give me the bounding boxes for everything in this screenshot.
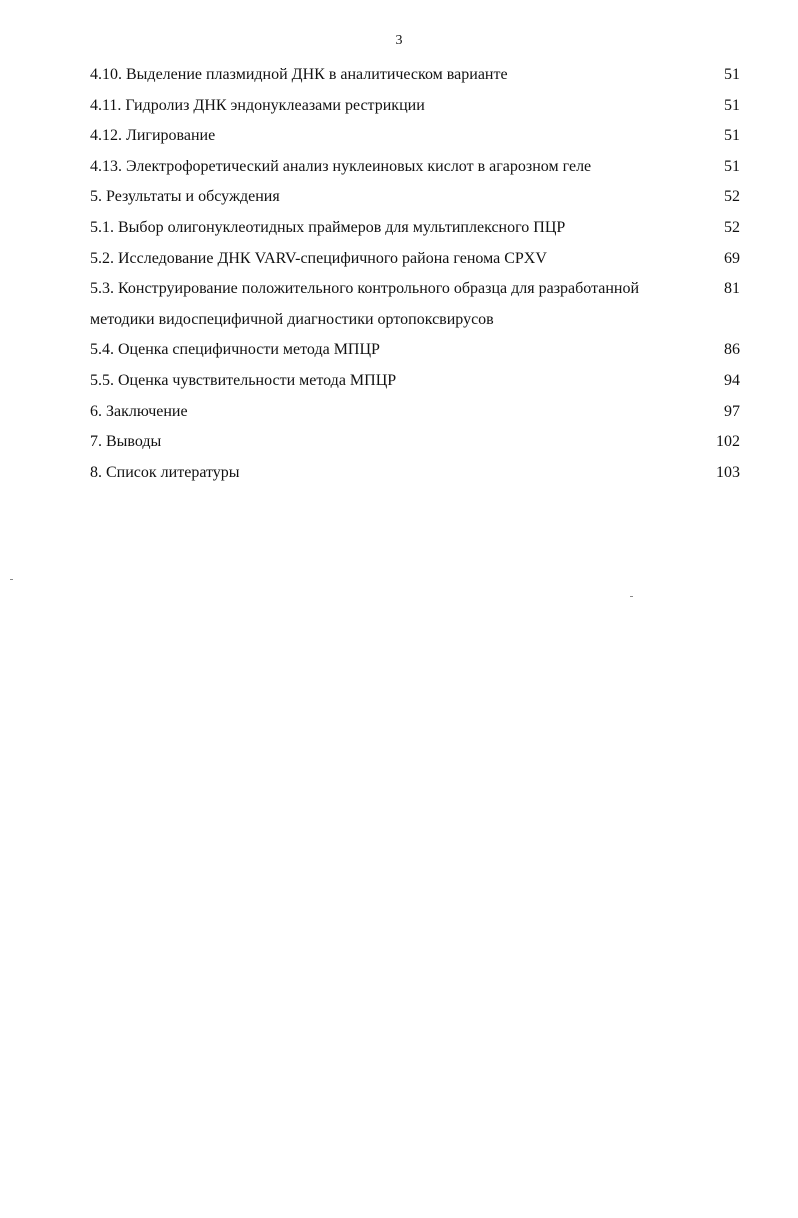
toc-entry xyxy=(90,152,740,183)
toc-entry xyxy=(90,60,740,91)
toc-entry-title: 7. Выводы xyxy=(90,433,162,451)
scan-speck xyxy=(630,596,633,597)
toc-entry xyxy=(90,427,740,458)
toc-entry xyxy=(90,335,740,366)
toc-entry-page: 86 xyxy=(724,341,740,359)
toc-entry xyxy=(90,274,740,335)
toc-entry-page: 69 xyxy=(724,249,740,267)
toc-entry-title: 4.11. Гидролиз ДНК эндонуклеазами рестрикции xyxy=(90,96,425,114)
toc-entry-page: 102 xyxy=(716,433,740,451)
toc-entry xyxy=(90,244,740,275)
toc-entry-title: 4.10. Выделение плазмидной ДНК в аналитическом варианте xyxy=(90,66,508,83)
toc-entry-page: 51 xyxy=(724,66,740,83)
toc-entry-title: 4.12. Лигирование xyxy=(90,127,216,145)
toc-entry-page: 52 xyxy=(724,218,740,236)
page-number: 3 xyxy=(395,33,403,48)
toc-entry-title: 8. Список литературы xyxy=(90,463,240,481)
table-of-contents xyxy=(90,60,740,488)
toc-entry xyxy=(90,366,740,397)
toc-entry-page: 97 xyxy=(724,402,740,420)
toc-entry-page: 51 xyxy=(724,127,740,145)
toc-entry-title: 5.3. Конструирование положительного контрольного образца для разработанной методики видоспецифичной диагностики ортопоксвирусов xyxy=(90,280,640,328)
toc-entry xyxy=(90,397,740,428)
toc-entry-title: 5.2. Исследование ДНК VARV-специфичного района генома CPXV xyxy=(90,249,547,267)
toc-entry-title: 5.5. Оценка чувствительности метода МПЦР xyxy=(90,371,397,389)
toc-entry-title: 5. Результаты и обсуждения xyxy=(90,188,280,206)
toc-entry-page: 81 xyxy=(724,280,740,298)
toc-entry xyxy=(90,91,740,122)
toc-entry-page: 52 xyxy=(724,188,740,206)
toc-entry xyxy=(90,213,740,244)
toc-entry-page: 103 xyxy=(716,463,740,481)
toc-entry-title: 6. Заключение xyxy=(90,402,188,420)
toc-entry xyxy=(90,182,740,213)
toc-entry-title: 4.13. Электрофоретический анализ нуклеиновых кислот в агарозном геле xyxy=(90,157,592,175)
toc-entry-title: 5.4. Оценка специфичности метода МПЦР xyxy=(90,341,380,359)
toc-entry-page: 51 xyxy=(724,96,740,114)
toc-entry xyxy=(90,121,740,152)
toc-entry-title: 5.1. Выбор олигонуклеотидных праймеров для мультиплексного ПЦР xyxy=(90,218,566,236)
toc-entry xyxy=(90,458,740,489)
toc-entry-page: 51 xyxy=(724,157,740,175)
scan-speck xyxy=(10,579,13,580)
toc-entry-page: 94 xyxy=(724,371,740,389)
